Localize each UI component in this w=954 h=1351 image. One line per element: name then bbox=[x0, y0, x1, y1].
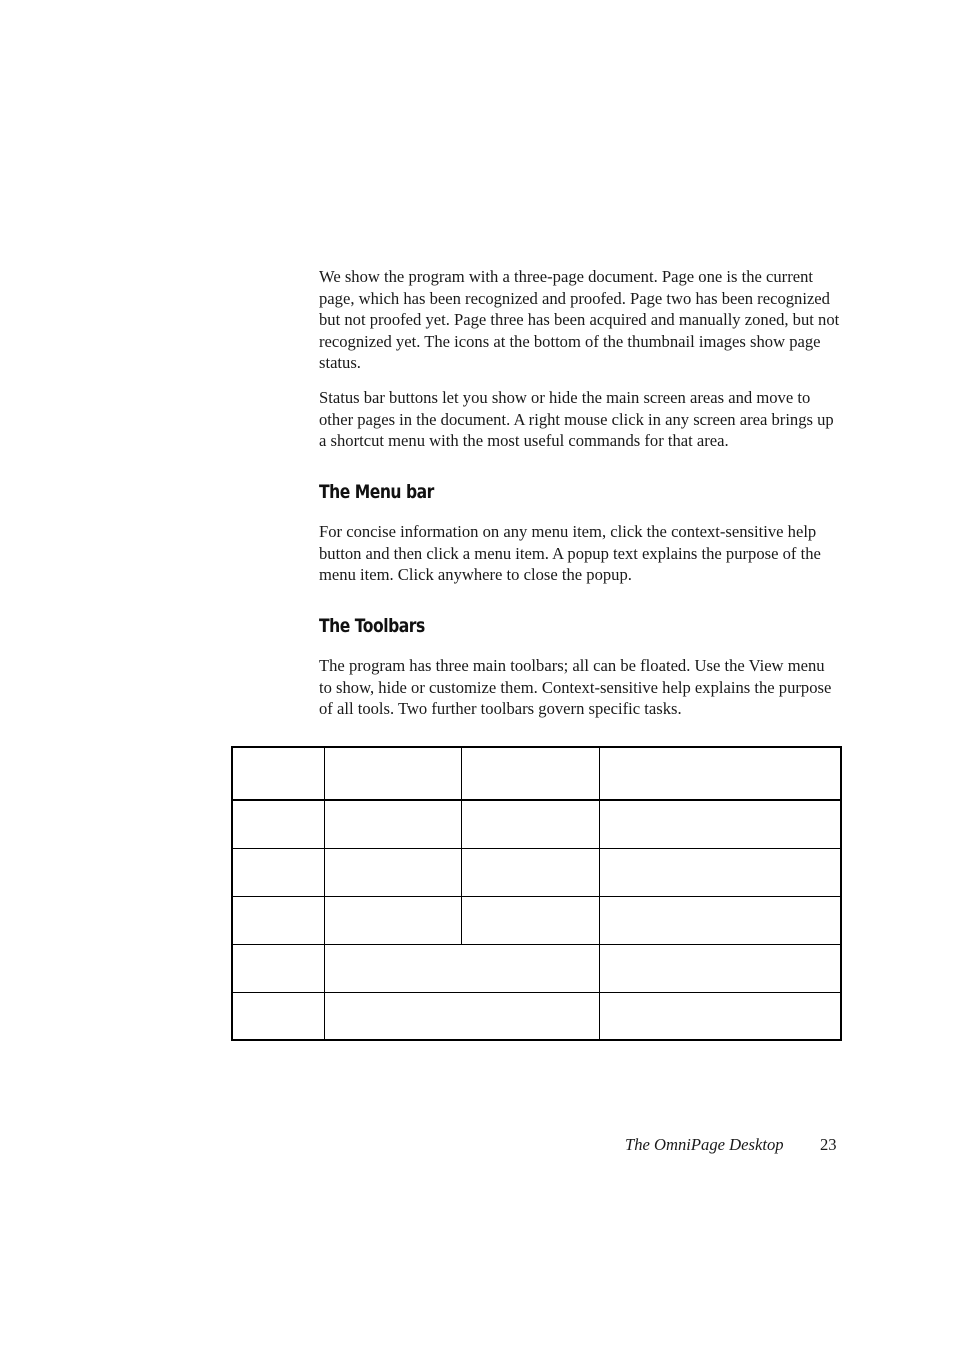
table-row-divider bbox=[231, 992, 842, 993]
table-top-rule bbox=[231, 746, 842, 748]
footer-title: The OmniPage Desktop bbox=[625, 1135, 784, 1154]
table-row-divider bbox=[231, 896, 842, 897]
page-number: 23 bbox=[820, 1135, 837, 1154]
table-header-rule bbox=[231, 799, 842, 801]
table-column-divider bbox=[324, 746, 325, 1041]
table-bottom-rule bbox=[231, 1039, 842, 1041]
toolbars-heading: The Toolbars bbox=[319, 615, 425, 637]
table-right-border bbox=[840, 746, 842, 1041]
table-column-divider bbox=[599, 746, 600, 1041]
toolbars-table bbox=[231, 746, 842, 1041]
toolbars-paragraph: The program has three main toolbars; all can be floated. Use the View menu to show, hide or customize them. Context-sensitive help explains the purpose of all tools. Two further toolbars govern specific tasks. bbox=[319, 656, 832, 719]
intro-paragraph: We show the program with a three-page document. Page one is the current page, which has been recognized and proofed. Page two has been recognized but not proofed yet. Page three has been acquired and manually zoned, but not recognized yet. The icons at the bottom of the thumbnail images show page status. bbox=[319, 267, 840, 373]
menu-bar-heading: The Menu bar bbox=[319, 481, 434, 503]
table-row-divider bbox=[231, 944, 842, 945]
status-bar-paragraph: Status bar buttons let you show or hide the main screen areas and move to other pages in the document. A right mouse click in any screen area brings up a shortcut menu with the most useful commands for that area. bbox=[319, 388, 834, 451]
table-column-divider bbox=[461, 746, 462, 944]
menu-bar-paragraph: For concise information on any menu item, click the context-sensitive help button and then click a menu item. A popup text explains the purpose of the menu item. Click anywhere to close the popup. bbox=[319, 522, 821, 585]
table-left-border bbox=[231, 746, 233, 1041]
table-row-divider bbox=[231, 848, 842, 849]
